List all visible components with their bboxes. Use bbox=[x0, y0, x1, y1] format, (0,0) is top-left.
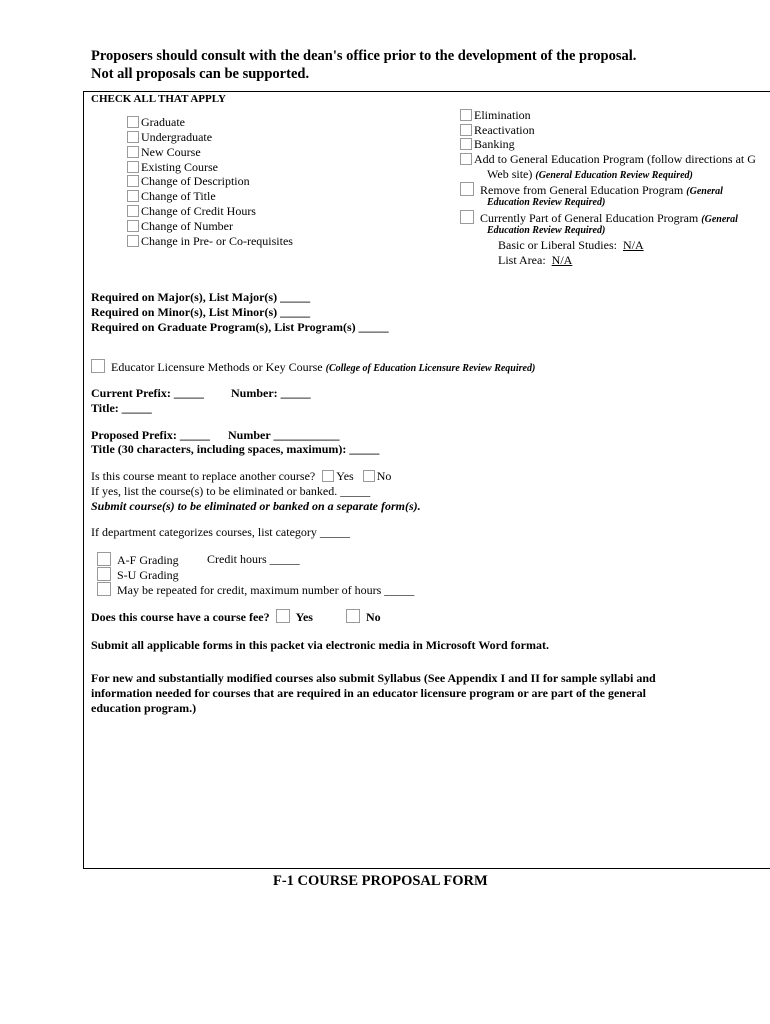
fee-yes-checkbox[interactable] bbox=[276, 609, 290, 623]
option-reactivation[interactable]: Reactivation bbox=[460, 123, 535, 137]
fee-row bbox=[91, 609, 381, 624]
checkbox[interactable] bbox=[127, 161, 139, 173]
option-su-grading[interactable]: S-U Grading bbox=[97, 567, 179, 582]
option-change-credit-hours[interactable]: Change of Credit Hours bbox=[127, 204, 256, 218]
option-af-grading[interactable]: A-F Grading bbox=[97, 552, 179, 567]
replace-yes-label: Yes bbox=[336, 469, 354, 483]
syllabus-line-1: For new and substantially modified courses also submit Syllabus (See Appendix I and II for sample syllabi and bbox=[91, 671, 656, 685]
fee-question: Does this course have a course fee? bbox=[91, 610, 270, 624]
option-change-prereqs[interactable]: Change in Pre- or Co-requisites bbox=[127, 234, 293, 248]
basic-liberal-studies: Basic or Liberal Studies: N/A bbox=[498, 238, 644, 252]
check-all-label: CHECK ALL THAT APPLY bbox=[91, 93, 226, 105]
current-prefix: Current Prefix: _____ bbox=[91, 386, 204, 400]
header-line-1: Proposers should consult with the dean's office prior to the development of the proposal. bbox=[91, 48, 637, 64]
syllabus-line-2: information needed for courses that are required in an educator licensure program or are part of the general bbox=[91, 686, 646, 700]
remove-gen-ed-note: Education Review Required) bbox=[487, 197, 606, 208]
checkbox[interactable] bbox=[460, 124, 472, 136]
option-elimination[interactable]: Elimination bbox=[460, 108, 531, 122]
option-graduate[interactable]: Graduate bbox=[127, 115, 185, 129]
option-change-title[interactable]: Change of Title bbox=[127, 189, 216, 203]
proposed-number: Number ___________ bbox=[228, 428, 340, 442]
submit-forms-note: Submit all applicable forms in this packet via electronic media in Microsoft Word format. bbox=[91, 638, 549, 652]
option-existing-course[interactable]: Existing Course bbox=[127, 160, 218, 174]
option-change-number[interactable]: Change of Number bbox=[127, 219, 233, 233]
proposed-title: Title (30 characters, including spaces, maximum): _____ bbox=[91, 442, 380, 456]
option-new-course[interactable]: New Course bbox=[127, 145, 201, 159]
checkbox[interactable] bbox=[91, 359, 105, 373]
option-current-gen-ed[interactable]: Currently Part of General Education Program (General bbox=[460, 210, 738, 227]
required-minor: Required on Minor(s), List Minor(s) _____ bbox=[91, 305, 311, 319]
required-major: Required on Major(s), List Major(s) _____ bbox=[91, 290, 311, 304]
checkbox[interactable] bbox=[127, 175, 139, 187]
replace-submit-note: Submit course(s) to be eliminated or banked on a separate form(s). bbox=[91, 499, 421, 513]
syllabus-line-3: education program.) bbox=[91, 701, 197, 715]
required-graduate: Required on Graduate Program(s), List Program(s) _____ bbox=[91, 320, 389, 334]
fee-no-label: No bbox=[365, 610, 381, 624]
checkbox[interactable] bbox=[127, 146, 139, 158]
checkbox[interactable] bbox=[127, 220, 139, 232]
option-repeat-credit[interactable]: May be repeated for credit, maximum number of hours _____ bbox=[97, 582, 414, 597]
checkbox[interactable] bbox=[460, 153, 472, 165]
option-change-description[interactable]: Change of Description bbox=[127, 174, 250, 188]
checkbox[interactable] bbox=[460, 109, 472, 121]
educator-note: (College of Education Licensure Review Required) bbox=[325, 363, 536, 374]
fee-no-checkbox[interactable] bbox=[346, 609, 360, 623]
replace-question-row bbox=[91, 469, 391, 483]
current-number: Number: _____ bbox=[231, 386, 311, 400]
checkbox[interactable] bbox=[97, 567, 111, 581]
proposed-prefix: Proposed Prefix: _____ bbox=[91, 428, 210, 442]
checkbox[interactable] bbox=[460, 138, 472, 150]
current-title: Title: _____ bbox=[91, 401, 152, 415]
option-banking[interactable]: Banking bbox=[460, 137, 515, 151]
checkbox[interactable] bbox=[127, 116, 139, 128]
list-area-value: N/A bbox=[551, 253, 573, 267]
credit-hours: Credit hours _____ bbox=[207, 552, 300, 566]
checkbox[interactable] bbox=[97, 582, 111, 596]
checkbox[interactable] bbox=[127, 235, 139, 247]
basic-value: N/A bbox=[622, 238, 644, 252]
header-line-2: Not all proposals can be supported. bbox=[91, 66, 310, 82]
checkbox[interactable] bbox=[97, 552, 111, 566]
form-title: F-1 COURSE PROPOSAL FORM bbox=[273, 873, 488, 889]
checkbox[interactable] bbox=[460, 210, 474, 224]
checkbox[interactable] bbox=[127, 190, 139, 202]
replace-no-label: No bbox=[376, 469, 392, 483]
replace-question: Is this course meant to replace another course? bbox=[91, 469, 316, 483]
option-remove-gen-ed[interactable]: Remove from General Education Program (General bbox=[460, 182, 723, 199]
option-undergraduate[interactable]: Undergraduate bbox=[127, 130, 212, 144]
checkbox[interactable] bbox=[127, 205, 139, 217]
add-gen-ed-continued: Web site) (General Education Review Required) bbox=[487, 167, 693, 181]
replace-no-checkbox[interactable] bbox=[363, 470, 375, 482]
list-area: List Area: N/A bbox=[498, 253, 573, 267]
option-add-gen-ed[interactable]: Add to General Education Program (follow directions at G bbox=[460, 152, 756, 166]
replace-list: If yes, list the course(s) to be eliminated or banked. _____ bbox=[91, 484, 371, 498]
option-educator-licensure[interactable]: Educator Licensure Methods or Key Course (College of Education Licensure Review Required) bbox=[91, 359, 535, 376]
replace-yes-checkbox[interactable] bbox=[322, 470, 334, 482]
fee-yes-label: Yes bbox=[295, 610, 313, 624]
add-gen-ed-note: (General Education Review Required) bbox=[535, 170, 693, 181]
category-line: If department categorizes courses, list category _____ bbox=[91, 525, 350, 539]
checkbox[interactable] bbox=[127, 131, 139, 143]
current-gen-ed-note: Education Review Required) bbox=[487, 225, 606, 236]
checkbox[interactable] bbox=[460, 182, 474, 196]
